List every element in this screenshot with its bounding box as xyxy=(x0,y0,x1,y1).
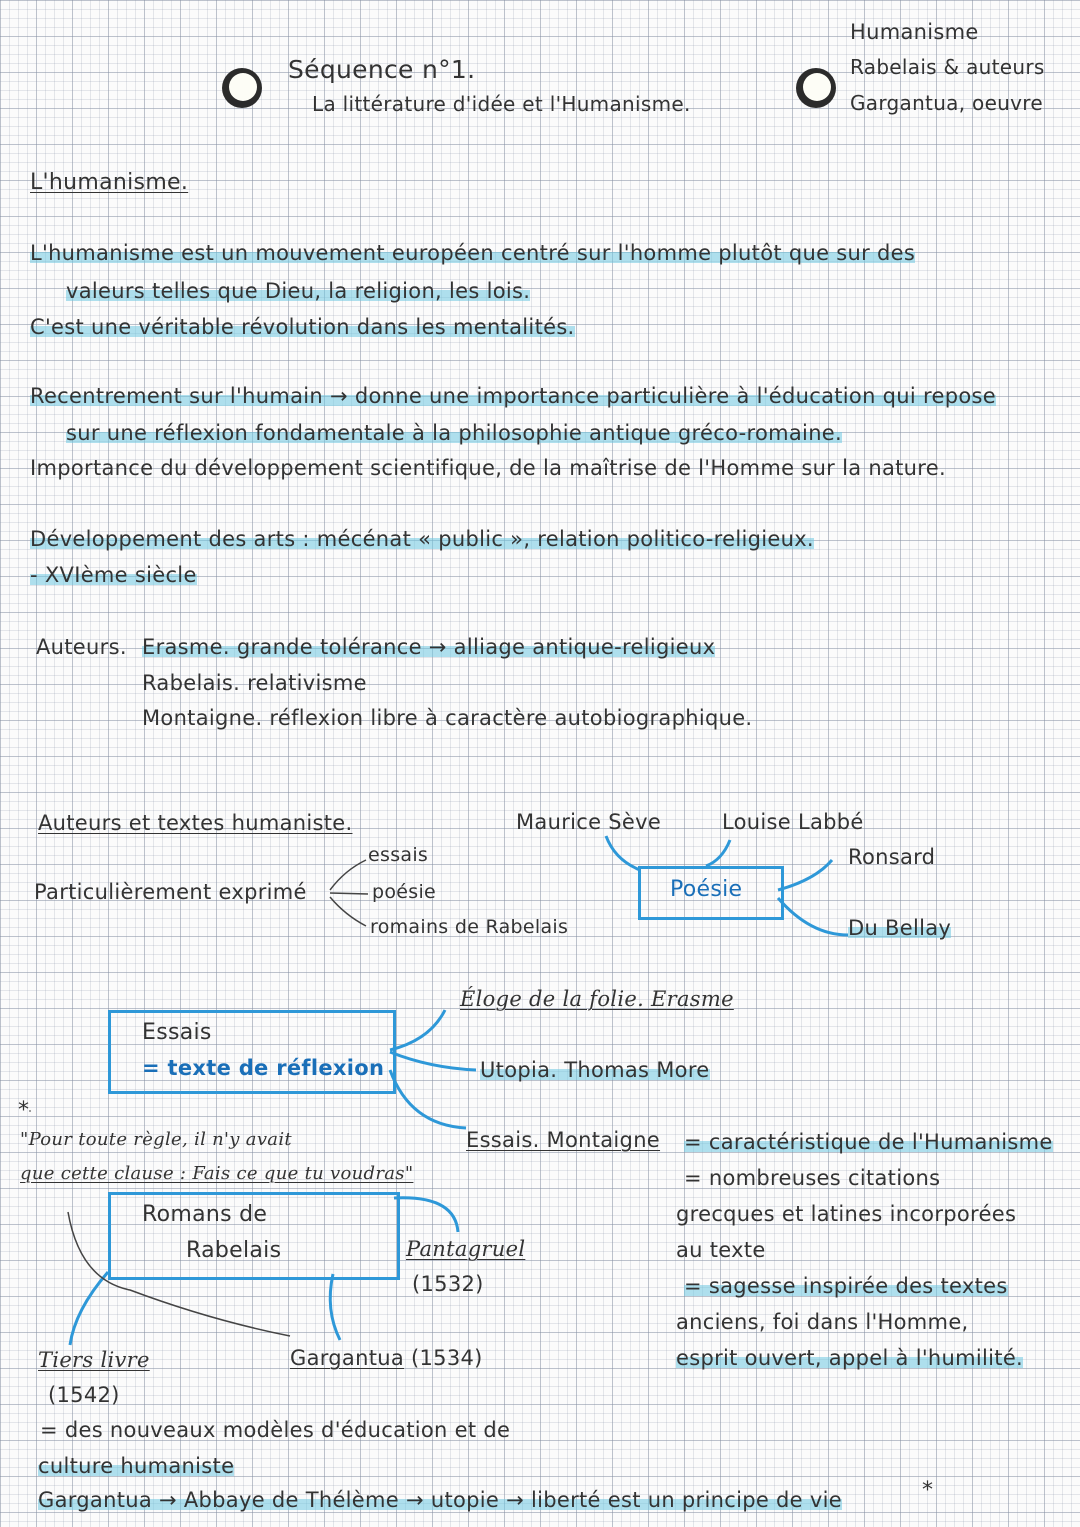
work-pantagruel-year: (1532) xyxy=(412,1272,484,1296)
paragraph-2-line-3: Importance du développement scientifique, de la maîtrise de l'Homme sur la nature. xyxy=(30,456,946,480)
line-du-bellay xyxy=(778,898,848,935)
corner-note-2: Rabelais & auteurs xyxy=(850,55,1045,79)
line-utopia xyxy=(390,1052,476,1070)
work-tiers-livre: Tiers livre xyxy=(38,1348,150,1372)
poesie-label: Poésie xyxy=(670,877,743,902)
line-louise-labbe xyxy=(706,840,730,866)
line-pantagruel xyxy=(394,1198,458,1232)
poet-maurice-seve: Maurice Sève xyxy=(516,810,662,834)
work-gargantua: Gargantua (1534) xyxy=(290,1346,483,1370)
montaigne-note-4: au texte xyxy=(676,1238,766,1262)
quote-line-1: "Pour toute règle, il n'y avait xyxy=(20,1129,292,1150)
poet-du-bellay: Du Bellay xyxy=(848,916,952,940)
bottom-line-2: culture humaniste xyxy=(38,1454,235,1478)
line-quote-curve xyxy=(68,1212,290,1336)
romans-box-line-2: Rabelais xyxy=(186,1238,282,1263)
line-eloge xyxy=(390,1010,445,1050)
expressed-label: Particulièrement exprimé xyxy=(34,880,307,904)
line-essais-montaigne xyxy=(390,1070,466,1128)
line-ronsard xyxy=(778,860,832,890)
corner-note-1: Humanisme xyxy=(850,20,979,44)
montaigne-note-2: = nombreuses citations xyxy=(684,1166,941,1190)
authors-label: Auteurs. xyxy=(36,635,127,659)
line-tiers-livre xyxy=(70,1272,108,1345)
branch-essais xyxy=(330,860,366,890)
work-essais-montaigne: Essais. Montaigne xyxy=(466,1128,661,1152)
poet-ronsard: Ronsard xyxy=(848,845,936,869)
quote-line-2: que cette clause : Fais ce que tu voudras" xyxy=(20,1163,414,1184)
section-title-auteurs-textes: Auteurs et textes humaniste. xyxy=(38,811,353,835)
author-erasme: Erasme. grande tolérance → alliage antique-religieux xyxy=(142,635,716,659)
star-mark: * xyxy=(18,1098,30,1123)
expressed-romans: romains de Rabelais xyxy=(370,916,569,938)
montaigne-note-7: esprit ouvert, appel à l'humilité. xyxy=(676,1346,1024,1370)
montaigne-note-5: = sagesse inspirée des textes xyxy=(684,1274,1008,1298)
line-maurice-seve xyxy=(606,836,640,870)
sequence-subtitle: La littérature d'idée et l'Humanisme. xyxy=(312,92,691,116)
branch-romans xyxy=(330,897,366,926)
bottom-star: * xyxy=(922,1478,934,1503)
essais-box-title: Essais xyxy=(142,1020,212,1045)
paragraph-2-line-1: Recentrement sur l'humain → donne une importance particulière à l'éducation qui repose xyxy=(30,384,996,408)
work-tiers-livre-year: (1542) xyxy=(48,1383,120,1407)
bottom-line-3: Gargantua → Abbaye de Thélème → utopie → liberté est un principe de vie xyxy=(38,1488,842,1512)
montaigne-note-3: grecques et latines incorporées xyxy=(676,1202,1017,1226)
expressed-poesie: poésie xyxy=(372,881,437,903)
work-utopia: Utopia. Thomas More xyxy=(480,1058,710,1082)
section-title-humanisme: L'humanisme. xyxy=(30,170,189,195)
sequence-title: Séquence n°1. xyxy=(288,55,476,84)
author-rabelais: Rabelais. relativisme xyxy=(142,671,367,695)
paragraph-3-line-2: - XVIème siècle xyxy=(30,563,197,587)
corner-note-3: Gargantua, oeuvre xyxy=(850,91,1043,115)
paragraph-1-line-3: C'est une véritable révolution dans les mentalités. xyxy=(30,315,575,339)
romans-box-line-1: Romans de xyxy=(142,1202,268,1227)
branch-poesie xyxy=(330,893,368,894)
poet-louise-labbe: Louise Labbé xyxy=(722,810,864,834)
montaigne-note-6: anciens, foi dans l'Homme, xyxy=(676,1310,969,1334)
paragraph-3-line-1: Développement des arts : mécénat « public », relation politico-religieux. xyxy=(30,527,814,551)
montaigne-note-1: = caractéristique de l'Humanisme xyxy=(684,1130,1053,1154)
paragraph-1-line-2: valeurs telles que Dieu, la religion, les lois. xyxy=(66,279,531,303)
work-pantagruel: Pantagruel xyxy=(406,1237,526,1261)
expressed-essais: essais xyxy=(368,844,429,866)
line-gargantua xyxy=(330,1274,340,1340)
paragraph-2-line-2: sur une réflexion fondamentale à la philosophie antique gréco-romaine. xyxy=(66,421,842,445)
author-montaigne: Montaigne. réflexion libre à caractère autobiographique. xyxy=(142,706,753,730)
work-eloge-folie: Éloge de la folie. Erasme xyxy=(460,987,734,1011)
essais-box-definition: = texte de réflexion xyxy=(142,1056,385,1080)
bottom-line-1: = des nouveaux modèles d'éducation et de xyxy=(40,1418,511,1442)
paragraph-1-line-1: L'humanisme est un mouvement européen centré sur l'homme plutôt que sur des xyxy=(30,241,916,265)
